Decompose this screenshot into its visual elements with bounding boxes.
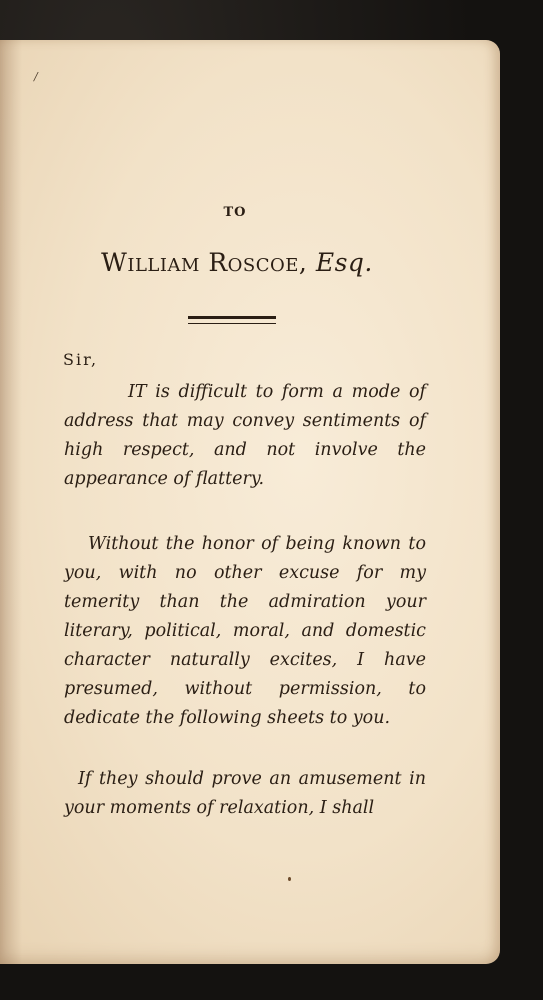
paper-speck bbox=[288, 877, 291, 881]
addressee-name: William Roscoe, Esq. bbox=[101, 248, 373, 277]
gutter-mark: / bbox=[34, 70, 38, 83]
book-page bbox=[0, 40, 500, 964]
ornamental-rule-thin bbox=[188, 323, 276, 324]
dedication-content bbox=[0, 40, 500, 964]
ornamental-rule-thick bbox=[188, 316, 276, 319]
salutation: Sir, bbox=[63, 350, 99, 369]
addressee-heading bbox=[0, 248, 474, 277]
dedication-paragraph-1: IT is difficult to form a mode of address that may convey sentiments of high respect, and not involve the appearance of flattery. bbox=[64, 382, 426, 489]
dedication-paragraph-3: If they should prove an amusement in your moments of relaxation, I shall bbox=[64, 769, 426, 818]
to-line: TO bbox=[223, 205, 247, 220]
dedication-paragraph-2: Without the honor of being known to you, with no other excuse for my temerity than the admiration your literary, political, moral, and domestic character naturally excites, I have presumed, without permission, to dedicate the following sheets to you. bbox=[64, 534, 426, 728]
